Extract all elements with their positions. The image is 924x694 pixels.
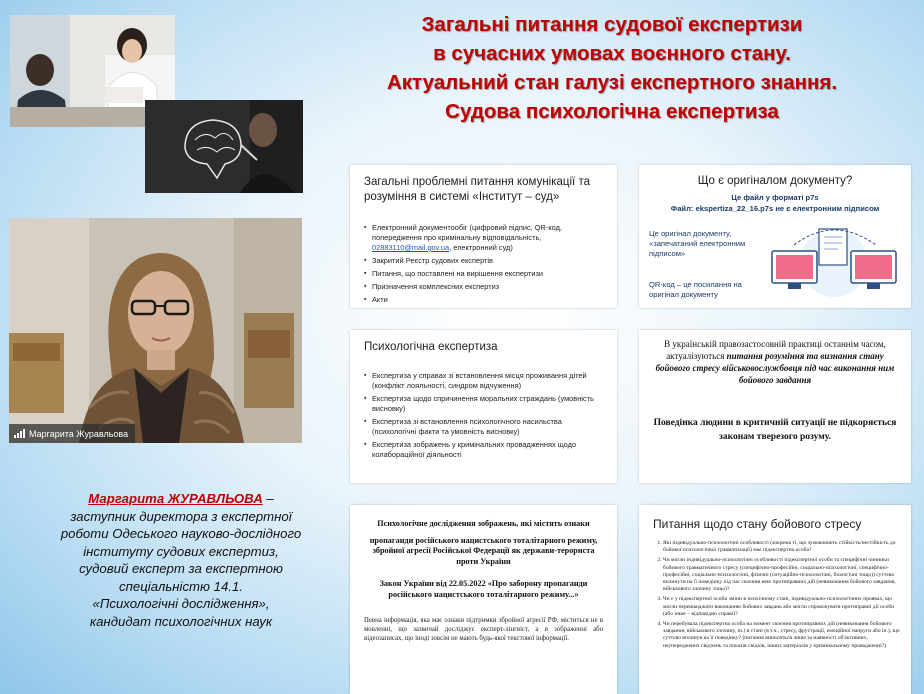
slide-paragraph	[639, 330, 911, 386]
law-reference: Закон України від 22.05.2022 «Про заборону пропаганди російського нацистського тоталітарного режиму...»	[379, 579, 588, 599]
brain-sketch-photo	[145, 100, 303, 193]
computers-illustration	[764, 221, 904, 303]
caption-line: інституту судових експертиз,	[83, 543, 279, 559]
list-item: 3. Чи є у підекспертної особи зміни в психічному стані, індивідуально-психологічних проявах, що могли перешкоджати виконанню бойових завдань або могли спровокувати протиправні дії особи (або інше – відповідно справі)?	[663, 596, 901, 618]
slide-paragraph: Поведінка людини в критичній ситуації не підкоряється законам тверезого розуму.	[653, 418, 897, 442]
list-item-text: , електронний суд)	[449, 243, 513, 252]
title-line-4: Судова психологічна експертиза	[445, 100, 779, 123]
list-item: 1. Які індивідуально-психологічні особливості (зокрема ті, що зумовлюють стійкість/нестійкість до бойової психологічної травматизації) має підекспертна особа?	[663, 540, 901, 554]
caption-line: «Психологічні дослідження»,	[92, 596, 270, 611]
slide-heading: Психологічне дослідження зображень, які містять ознаки	[377, 519, 590, 528]
webcam-video-tile[interactable]	[9, 218, 302, 443]
slide-heading: Що є оригіналом документу?	[697, 175, 853, 187]
title-line-2: в сучасних умовах воєнного стану.	[433, 42, 791, 65]
list-item	[364, 223, 607, 253]
caption-dash: –	[262, 491, 274, 506]
caption-line: роботи Одеського науково-дослідного	[60, 526, 302, 541]
speaker-caption	[40, 490, 322, 630]
list-item: ▪ Акти	[364, 295, 607, 305]
slide-note: QR-код – це посилання на оригінал документу	[649, 280, 742, 299]
list-item: 4. Чи перебувала підекспертна особа на момент скоєння протиправних дій (невиконання бойового завдання, військового злочину, ін.) в стані (в т.ч., стресу, фрустрації, емоційної напруги або ін.), що суттєво вплинув на її поведінку? (питання виносяться лише за наявності об'єктивних, неупереджених свідчень та показів свідків, інших матеріалів у кримінальному провадженні?)	[663, 621, 901, 650]
list-item: ▪ Експертиза зі встановлення психологічного насильства (психологічні факти та умовність висновку)	[364, 417, 607, 437]
participant-name: Маргарита Журавльова	[29, 428, 129, 439]
slide-subheading: Файл: ekspertiza_22_16.p7s не є електронним підписом	[670, 204, 880, 213]
slide-communication-issues	[350, 165, 617, 308]
slide-subheading: Це файл у форматі p7s	[731, 193, 819, 202]
list-item: ▪ Призначення комплексних експертиз	[364, 282, 607, 292]
list-item: ▪ Експертиза зображень у кримінальних провадженнях щодо колабораційної діяльності	[364, 440, 607, 460]
caption-line: спеціальністю 14.1.	[119, 578, 243, 594]
title-line-1: Загальні питання судової експертизи	[421, 13, 803, 36]
slide-image-research	[350, 505, 617, 694]
caption-line: заступник директора з експертної	[70, 508, 292, 524]
paragraph-text: В українській правозастосовній практиці останнім часом, актуалізуються	[664, 339, 886, 361]
email-link[interactable]: 02883110@mail.gov.ua	[372, 243, 450, 252]
title-line-3: Актуальний стан галузі експертного знання.	[386, 71, 838, 94]
slide-heading: Питання щодо стану бойового стресу	[653, 517, 862, 531]
caption-line: кандидат психологічних наук	[89, 613, 273, 629]
slide-heading: Психологічна експертиза	[364, 341, 498, 353]
speaker-name: Маргарита ЖУРАВЛЬОВА	[88, 491, 263, 506]
slide-heading: Загальні проблемні питання комунікації та розуміння в системі «Інститут – суд»	[364, 176, 590, 203]
list-item: ▪ Експертиза у справах зі встановлення місця проживання дітей (конфлікт лояльності, синдром відчуження)	[364, 371, 607, 391]
slide-original-document	[639, 165, 911, 308]
list-item: ▪ Закритий Реєстр судових експертів	[364, 256, 607, 266]
slide-heading: пропаганди російського нацистського тоталітарного режиму, збройної агресії Російської Федерації як держави-терориста проти України	[369, 535, 598, 566]
slide-psychological-expertise	[350, 330, 617, 483]
list-item: ▪ Експертиза щодо спричинення моральних страждань (умовність висновку)	[364, 394, 607, 414]
caption-line: судовий експерт за експертною	[79, 561, 283, 576]
slide-note: Це оригінал документу, «запечатаний електронним підписом»	[649, 229, 746, 258]
list-item: 2. Чи могли індивідуально-психологічні особливості підекспертної особи та специфічні чинники бойового травматичного стресу (специфічно-професійні, соціально-психологічні, специфічно-професійні, соціально-психологічні, фізичні (ситуаційно-психологічні, біологічні тощо)) суттєво вплинути на її поведінку під час скоєння нею протиправних дій (невиконання бойового завдання, військового злочину тощо)?	[663, 557, 901, 593]
slide-combat-stress-practice	[639, 330, 911, 483]
slide-paragraph: Певна інформація, яка має ознаки підтримки збройної агресії РФ, міститься не в мовленні, що зазвичай досліджує експерт-лінгвіст, а в зображенні або відеозаписах, що іноді зовсім не мають будь-якої текстової інформації.	[364, 617, 603, 642]
slide-combat-stress-questions	[639, 505, 911, 694]
paragraph-emphasis: питання розуміння та визнання стану бойового стресу військовослужбовця під час виконання ним бойового завдання	[655, 351, 895, 385]
list-item-text: Електронний документообіг (цифровий підпис, QR-код, попередження про кримінальну відповідальність,	[372, 223, 562, 242]
slide-title	[312, 10, 912, 126]
list-item: ▪ Питання, що поставлені на вирішення експертизи	[364, 269, 607, 279]
webcam-name-bar	[9, 424, 135, 443]
signal-strength-icon	[14, 429, 25, 438]
